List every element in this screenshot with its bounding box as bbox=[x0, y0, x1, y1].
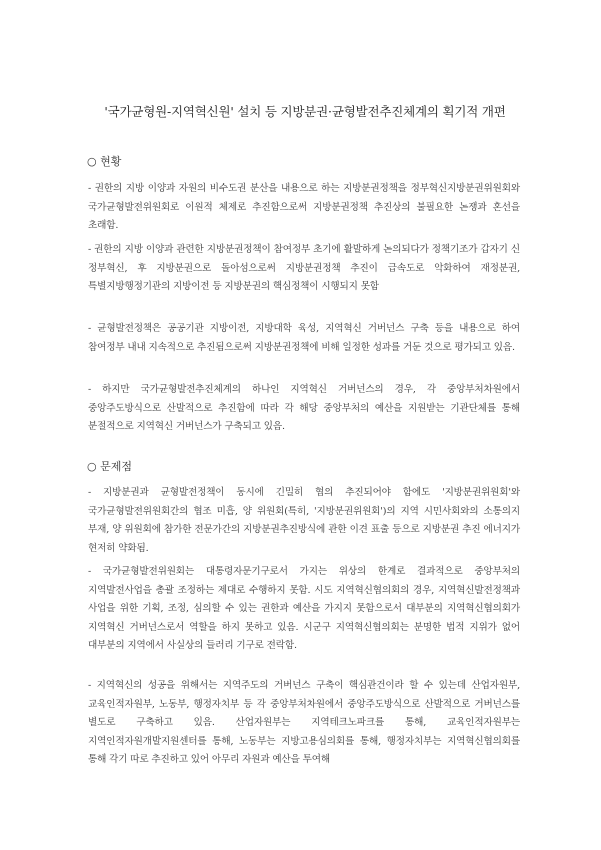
section-heading-status: ○ 현황 bbox=[87, 155, 122, 168]
paragraph: - 권한의 지방 이양과 관련한 지방분권정책이 참여정부 초기에 활발하게 논의되다가 정책기조가 갑자기 신 정부혁신, 후 지방분권으로 돌아섬으로써 지방분권정책 추진이 급속도로 악화하여 재정분권, 특별지방행정기관의 지방이전 등 지방분권의 핵심정책이 시행되지 못함 bbox=[88, 244, 520, 292]
paragraph: - 권한의 지방 이양과 자원의 비수도권 분산을 내용으로 하는 지방분권정책을 정부혁신지방분권위원회와 국가균형발전위원회로 이원적 체제로 추진함으로써 지방분권정책 추진상의 불필요한 논쟁과 혼선을 초래함. bbox=[88, 183, 520, 231]
section-heading-problems: ○ 문제점 bbox=[87, 460, 132, 473]
paragraph: - 지역혁신의 성공을 위해서는 지역주도의 거버넌스 구축이 핵심관건이라 할 수 있는데 산업자원부, 교육인적자원부, 노동부, 행정자치부 등 각 중앙부처차원에서 중앙주도방식으로 산발적으로 거버넌스를 별도로 구축하고 있음. 산업자원부는 지역테크노파크를 통해, 교육인적자원부는 지역인적자원개발지원센터를 통해, 노동부는 지방고용심의회를 통해, 행정자치부는 지역혁신협의회를 통해 각기 따로 추진하고 있어 아무리 자원과 예산을 투여해 bbox=[88, 680, 520, 765]
document-title: '국가균형원-지역혁신원' 설치 등 지방분권·균형발전추진체계의 획기적 개편 bbox=[104, 104, 506, 119]
paragraph: - 하지만 국가균형발전추진체계의 하나인 지역혁신 거버넌스의 경우, 각 중앙부처차원에서 중앙주도방식으로 산발적으로 추진함에 따라 각 해당 중앙부처의 예산을 지원받는 기관단체를 통해 분절적으로 지역혁신 거버넌스가 구축되고 있음. bbox=[88, 384, 520, 432]
paragraph: - 지방분권과 균형발전정책이 동시에 긴밀히 협의 추진되어야 함에도 '지방분권위원회'와 국가균형발전위원회간의 협조 미흡, 양 위원회(특히, '지방분권위원회')의 지역 시민사회와의 소통의지 부재, 양 위원회에 참가한 전문가간의 지방분권추진방식에 관한 이견 표출 등으로 지방분권 추진 에너지가 현저히 약화됨. bbox=[88, 487, 520, 554]
paragraph: - 국가균형발전위원회는 대통령자문기구로서 가지는 위상의 한계로 결과적으로 중앙부처의 지역발전사업을 총괄 조정하는 제대로 수행하지 못함. 시도 지역혁신협의회의 경우, 지역혁신발전정책과 사업을 위한 기획, 조정, 심의할 수 있는 권한과 예산을 가지지 못함으로서 대부분의 지역혁신협의회가 지역혁신 거버넌스로서 역할을 하지 못하고 있음. 시군구 지역혁신협의회는 분명한 법적 지위가 없어 대부분의 지역에서 사실상의 들러리 기구로 전락함. bbox=[88, 566, 520, 651]
paragraph: - 균형발전정책은 공공기관 지방이전, 지방대학 육성, 지역혁신 거버넌스 구축 등을 내용으로 하여 참여정부 내내 지속적으로 추진됨으로써 지방분권정책에 비해 일정한 성과를 거둔 것으로 평가되고 있음. bbox=[88, 323, 520, 353]
